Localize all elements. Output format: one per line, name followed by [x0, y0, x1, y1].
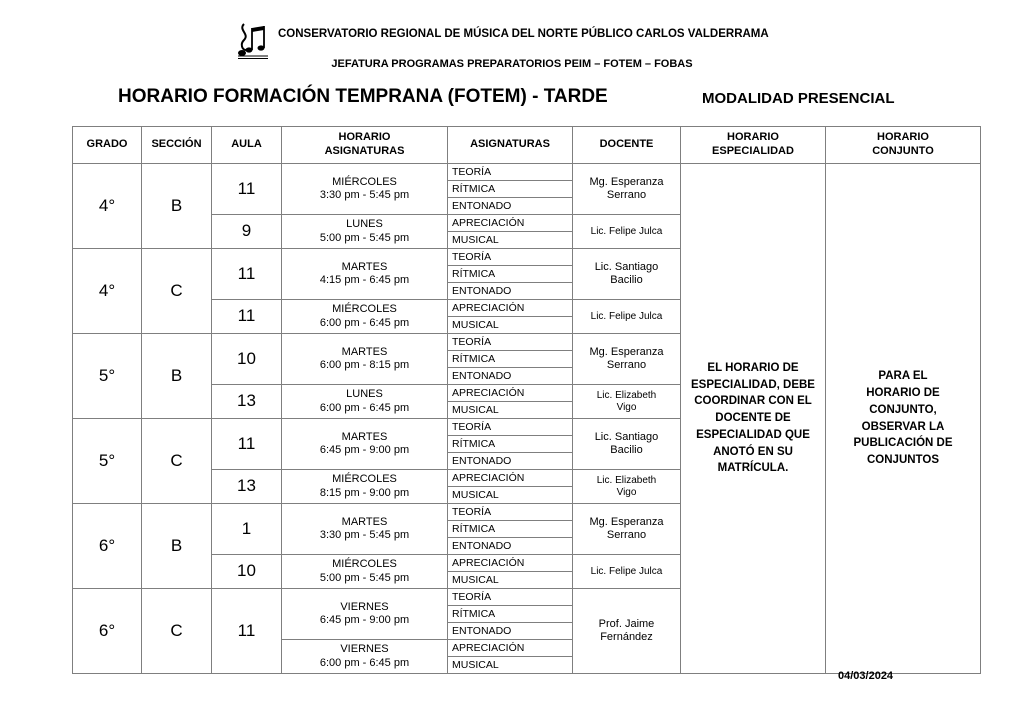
seccion-cell: B — [142, 504, 212, 589]
subject-cell: TEORÍA — [448, 249, 573, 266]
subject-cell: MUSICAL — [448, 402, 573, 419]
subject-cell: RÍTMICA — [448, 521, 573, 538]
table-header-row — [73, 127, 981, 164]
subject-cell: APRECIACIÓN — [448, 470, 573, 487]
col-header-horario-especialidad: HORARIO ESPECIALIDAD — [681, 127, 826, 164]
subject-cell: RÍTMICA — [448, 351, 573, 368]
seccion-cell: C — [142, 589, 212, 674]
horario-cell: LUNES 5:00 pm - 5:45 pm — [282, 215, 448, 249]
subject-cell: MUSICAL — [448, 317, 573, 334]
docente-cell: Lic. Santiago Bacilio — [573, 249, 681, 300]
subject-cell: TEORÍA — [448, 504, 573, 521]
aula-cell: 10 — [212, 555, 282, 589]
col-header-horario-conjunto: HORARIO CONJUNTO — [826, 127, 981, 164]
seccion-cell: B — [142, 334, 212, 419]
especialidad-note: EL HORARIO DE ESPECIALIDAD, DEBE COORDINAR CON EL DOCENTE DE ESPECIALIDAD QUE ANOTÓ EN SU MATRÍCULA. — [681, 164, 826, 674]
subject-cell: ENTONADO — [448, 623, 573, 640]
subject-cell: ENTONADO — [448, 453, 573, 470]
aula-cell: 9 — [212, 215, 282, 249]
department-name: JEFATURA PROGRAMAS PREPARATORIOS PEIM – FOTEM – FOBAS — [331, 58, 693, 70]
aula-cell: 10 — [212, 334, 282, 385]
page-title: HORARIO FORMACIÓN TEMPRANA (FOTEM) - TARDE — [118, 86, 608, 107]
col-header-horario-asignaturas: HORARIO ASIGNATURAS — [282, 127, 448, 164]
conjunto-note: PARA EL HORARIO DE CONJUNTO, OBSERVAR LA PUBLICACIÓN DE CONJUNTOS — [826, 164, 981, 674]
seccion-cell: B — [142, 164, 212, 249]
music-notes-icon — [234, 20, 270, 60]
subject-cell: APRECIACIÓN — [448, 300, 573, 317]
subject-cell: MUSICAL — [448, 572, 573, 589]
subject-cell: RÍTMICA — [448, 181, 573, 198]
subject-cell: MUSICAL — [448, 232, 573, 249]
docente-cell: Lic. Elizabeth Vigo — [573, 470, 681, 504]
aula-cell: 1 — [212, 504, 282, 555]
subject-cell: APRECIACIÓN — [448, 215, 573, 232]
horario-cell: MARTES 6:45 pm - 9:00 pm — [282, 419, 448, 470]
docente-cell: Lic. Elizabeth Vigo — [573, 385, 681, 419]
subject-cell: TEORÍA — [448, 334, 573, 351]
subject-cell: ENTONADO — [448, 198, 573, 215]
subject-cell: RÍTMICA — [448, 266, 573, 283]
horario-cell: VIERNES 6:00 pm - 6:45 pm — [282, 640, 448, 674]
subject-cell: APRECIACIÓN — [448, 555, 573, 572]
horario-cell: MIÉRCOLES 5:00 pm - 5:45 pm — [282, 555, 448, 589]
docente-cell: Mg. Esperanza Serrano — [573, 164, 681, 215]
subject-cell: MUSICAL — [448, 657, 573, 674]
seccion-cell: C — [142, 419, 212, 504]
subject-cell: ENTONADO — [448, 283, 573, 300]
subject-cell: RÍTMICA — [448, 606, 573, 623]
docente-cell: Lic. Felipe Julca — [573, 215, 681, 249]
document-date: 04/03/2024 — [838, 670, 894, 682]
institution-name: CONSERVATORIO REGIONAL DE MÚSICA DEL NORTE PÚBLICO CARLOS VALDERRAMA — [278, 28, 769, 40]
aula-cell: 11 — [212, 419, 282, 470]
schedule-table — [72, 126, 981, 674]
aula-cell: 11 — [212, 589, 282, 674]
horario-cell: MIÉRCOLES 8:15 pm - 9:00 pm — [282, 470, 448, 504]
col-header-asignaturas: ASIGNATURAS — [448, 127, 573, 164]
grado-cell: 4° — [73, 164, 142, 249]
subject-cell: APRECIACIÓN — [448, 640, 573, 657]
horario-cell: MARTES 4:15 pm - 6:45 pm — [282, 249, 448, 300]
aula-cell: 13 — [212, 385, 282, 419]
seccion-cell: C — [142, 249, 212, 334]
horario-cell: LUNES 6:00 pm - 6:45 pm — [282, 385, 448, 419]
horario-cell: MIÉRCOLES 3:30 pm - 5:45 pm — [282, 164, 448, 215]
horario-cell: MARTES 6:00 pm - 8:15 pm — [282, 334, 448, 385]
docente-cell: Lic. Santiago Bacilio — [573, 419, 681, 470]
col-header-aula: AULA — [212, 127, 282, 164]
subject-cell: ENTONADO — [448, 368, 573, 385]
subject-cell: APRECIACIÓN — [448, 385, 573, 402]
docente-cell: Lic. Felipe Julca — [573, 555, 681, 589]
grado-cell: 6° — [73, 504, 142, 589]
subject-cell: TEORÍA — [448, 589, 573, 606]
modality-label: MODALIDAD PRESENCIAL — [702, 90, 895, 107]
horario-cell: MIÉRCOLES 6:00 pm - 6:45 pm — [282, 300, 448, 334]
subject-cell: TEORÍA — [448, 419, 573, 436]
grado-cell: 5° — [73, 419, 142, 504]
subject-cell: RÍTMICA — [448, 436, 573, 453]
horario-cell: VIERNES 6:45 pm - 9:00 pm — [282, 589, 448, 640]
col-header-grado: GRADO — [73, 127, 142, 164]
aula-cell: 13 — [212, 470, 282, 504]
docente-cell: Mg. Esperanza Serrano — [573, 334, 681, 385]
aula-cell: 11 — [212, 164, 282, 215]
grado-cell: 4° — [73, 249, 142, 334]
docente-cell: Lic. Felipe Julca — [573, 300, 681, 334]
col-header-seccion: SECCIÓN — [142, 127, 212, 164]
aula-cell: 11 — [212, 300, 282, 334]
docente-cell: Prof. Jaime Fernández — [573, 589, 681, 674]
subject-cell: TEORÍA — [448, 164, 573, 181]
horario-cell: MARTES 3:30 pm - 5:45 pm — [282, 504, 448, 555]
subject-cell: MUSICAL — [448, 487, 573, 504]
subject-cell: ENTONADO — [448, 538, 573, 555]
grado-cell: 5° — [73, 334, 142, 419]
table-row — [73, 164, 981, 181]
col-header-docente: DOCENTE — [573, 127, 681, 164]
aula-cell: 11 — [212, 249, 282, 300]
docente-cell: Mg. Esperanza Serrano — [573, 504, 681, 555]
grado-cell: 6° — [73, 589, 142, 674]
